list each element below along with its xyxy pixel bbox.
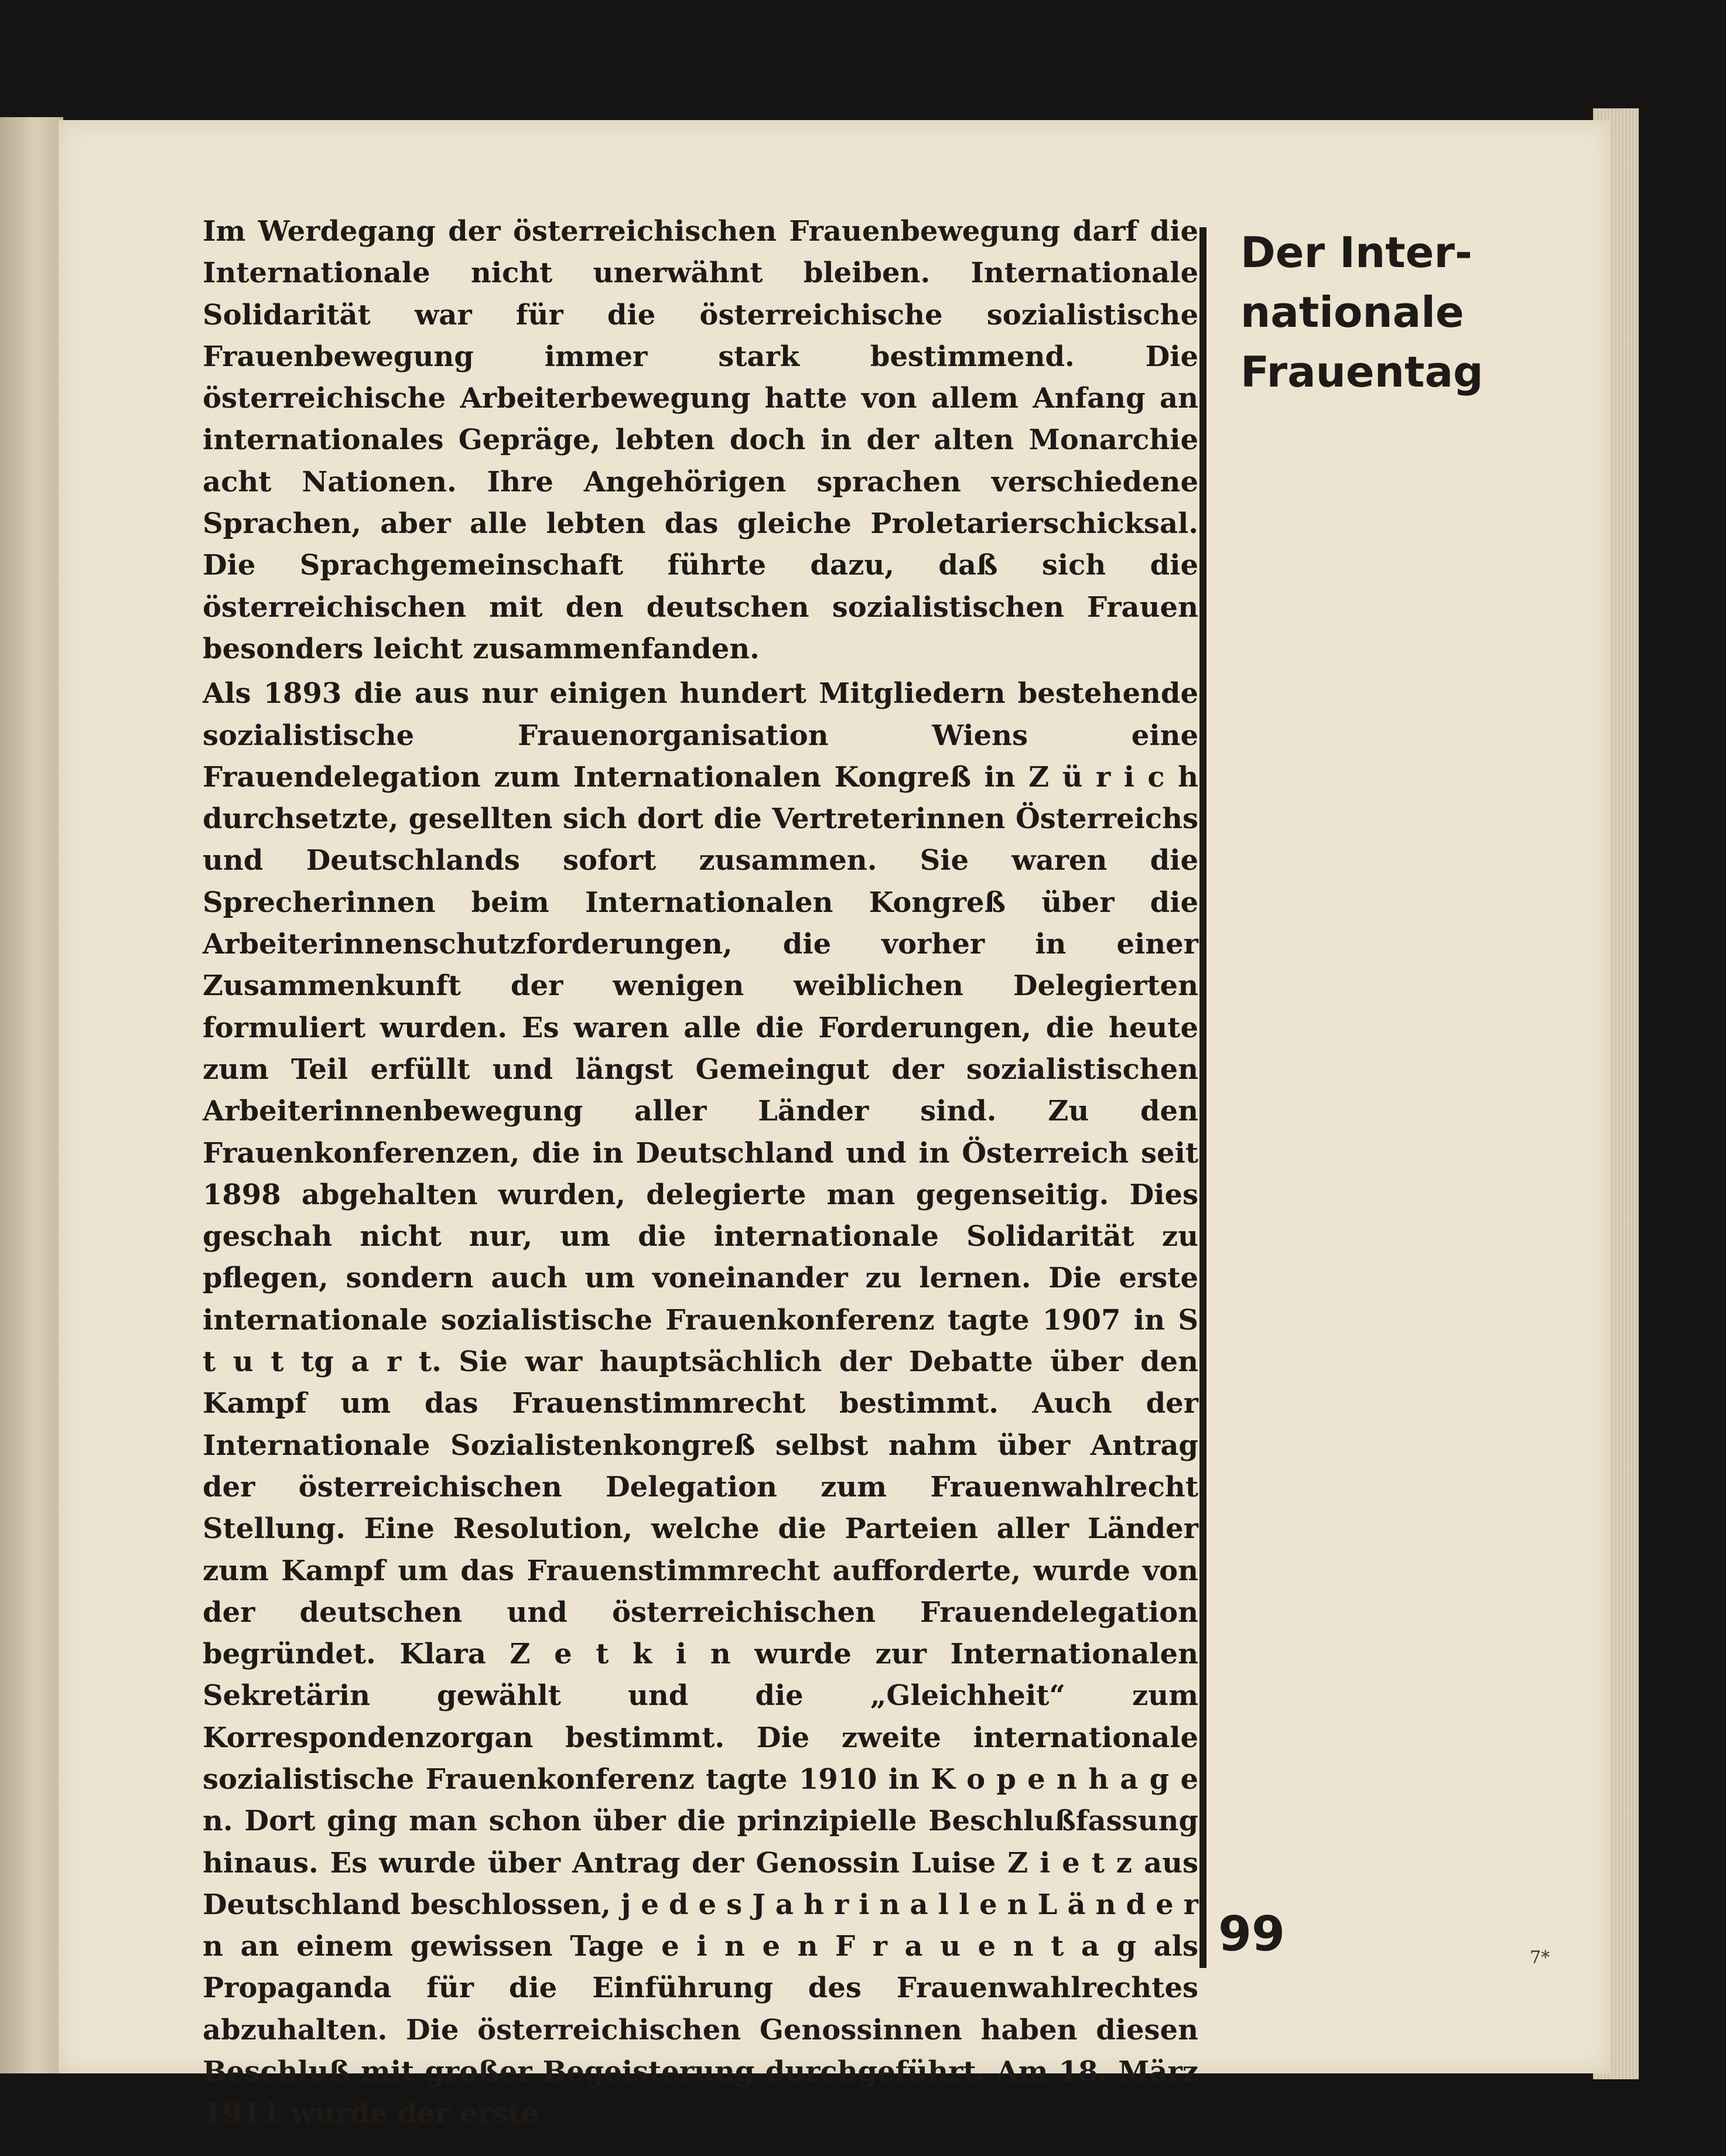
vertical-rule	[1199, 227, 1207, 1968]
paragraph-2: Als 1893 die aus nur einigen hundert Mitgliedern bestehende sozialistische Frauenorganisation Wiens eine Frauendelegation zum Internationalen Kongreß in Z ü r i c h durchsetzte, gesellten sich dort die Vertreterinnen Österreichs und Deutschlands sofort zusammen. Sie waren die Sprecherinnen beim Internationalen Kongreß über die Arbeiterinnenschutzforderungen, die vorher in einer Zusammenkunft der wenigen weiblichen Delegierten formuliert wurden. Es waren alle die Forderungen, die heute zum Teil erfüllt und längst Gemeingut der sozialistischen Arbeiterinnenbewegung aller Länder sind. Zu den Frauenkonferenzen, die in Deutschland und in Österreich seit 1898 abgehalten wurden, delegierte man gegenseitig. Dies geschah nicht nur, um die internationale Solidarität zu pflegen, sondern auch um voneinander zu lernen. Die erste internationale sozialistische Frauenkonferenz tagte 1907 in S t u t tg a r t. Sie war hauptsächlich der Debatte über den Kampf um das Frauenstimmrecht bestimmt. Auch der Internationale Sozialistenkongreß selbst nahm über Antrag der österreichischen Delegation zum Frauenwahlrecht Stellung. Eine Resolution, welche die Parteien aller Länder zum Kampf um das Frauenstimmrecht aufforderte, wurde von der deutschen und österreichischen Frauendelegation begründet. Klara Z e t k i n wurde zur Internationalen Sekretärin gewählt und die „Gleichheit“ zum Korrespondenzorgan bestimmt. Die zweite internationale sozialistische Frauenkonferenz tagte 1910 in K o p e n h a g e n. Dort ging man schon über die prinzipielle Beschlußfassung hinaus. Es wurde über Antrag der Genossin Luise Z i e t z aus Deutschland beschlossen, j e d e s J a h r i n a l l e n L ä n d e r n an einem gewissen Tage e i n e n F r a u e n t a g als Propaganda für die Einführung des Frauenwahlrechtes abzuhalten. Die österreichischen Genossinnen haben diesen Beschluß mit großer Begeisterung durchgeführt. Am 18. März 1911 wurde der erste	[203, 677, 1198, 2130]
body-text	[203, 211, 1198, 2138]
signature-mark: 7*	[1530, 1947, 1550, 1968]
facing-page-edge	[0, 117, 63, 2073]
paragraph-1: Im Werdegang der österreichischen Frauenbewegung darf die Internationale nicht unerwähnt bleiben. Internationale Solidarität war für die österreichische sozialistische Frauenbewegung immer stark bestimmend. Die österreichische Arbeiterbewegung hatte von allem Anfang an internationales Gepräge, lebten doch in der alten Monarchie acht Nationen. Ihre Angehörigen sprachen verschiedene Sprachen, aber alle lebten das gleiche Proletarierschicksal. Die Sprachgemeinschaft führte dazu, daß sich die österreichischen mit den deutschen sozialistischen Frauen besonders leicht zusammenfanden.	[203, 215, 1198, 665]
heading-line-1: Der Inter-	[1240, 228, 1472, 277]
heading-line-2: nationale	[1240, 288, 1464, 337]
heading-line-3: Frauentag	[1240, 347, 1484, 397]
page-number: 99	[1218, 1906, 1286, 1962]
section-heading	[1240, 223, 1510, 402]
